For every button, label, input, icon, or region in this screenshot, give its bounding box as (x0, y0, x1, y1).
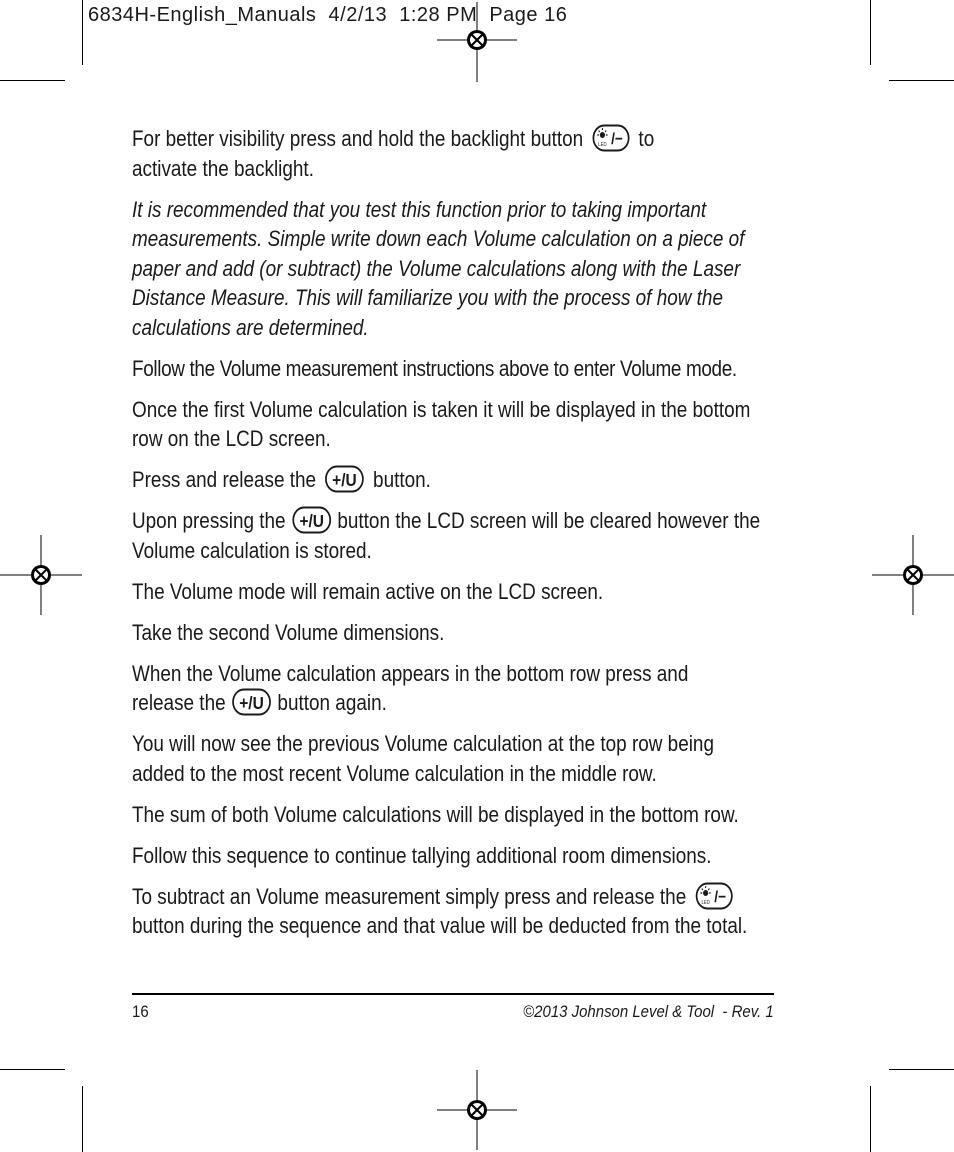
registration-mark-icon (0, 535, 82, 615)
svg-text:+/U: +/U (239, 692, 264, 714)
svg-text:/−: /− (713, 887, 726, 906)
first-volume-paragraph: Once the first Volume calculation is taken it will be displayed in the bottom row on the LCD screen. (132, 396, 751, 451)
second-dimensions-paragraph: Take the second Volume dimensions. (132, 619, 445, 645)
manual-body (132, 124, 777, 952)
test-recommendation-paragraph: It is recommended that you test this function prior to taking important measurements. Simple write down each Volume calculation on a piece of paper and add (or subtract) the Volume calculations along with the Laser Distance Measure. This will familiarize you with the process of how the calculations are determined. (132, 196, 745, 340)
crop-mark (870, 0, 871, 65)
plus-unit-button-icon (325, 465, 365, 493)
subtract-paragraph: To subtract an Volume measurement simply press and release the LED /− button during the sequence and that value will be deducted from the total. (132, 883, 748, 938)
plus-unit-button-icon (232, 688, 272, 716)
registration-mark-icon (437, 2, 517, 82)
backlight-minus-button-icon (592, 124, 630, 152)
registration-mark-icon (437, 1070, 517, 1150)
backlight-minus-button-icon (695, 882, 733, 910)
bottom-row-paragraph: When the Volume calculation appears in the bottom row press and release the +/U button again. (132, 660, 689, 715)
print-slug: 6834H-English_Manuals 4/2/13 1:28 PM Page 16 (88, 4, 568, 26)
crop-mark (889, 1069, 954, 1070)
upon-pressing-paragraph: Upon pressing the +/U button the LCD screen will be cleared however the Volume calculation is stored. (132, 508, 761, 563)
press-release-paragraph: Press and release the +/U button. (132, 467, 431, 492)
page-number: 16 (132, 1002, 149, 1021)
sum-paragraph: The sum of both Volume calculations will be displayed in the bottom row. (132, 801, 739, 827)
svg-text:/−: /− (610, 130, 623, 149)
crop-mark (889, 80, 954, 81)
crop-mark (82, 1086, 83, 1152)
mode-active-paragraph: The Volume mode will remain active on the LCD screen. (132, 578, 604, 604)
copyright-notice: ©2013 Johnson Level & Tool - Rev. 1 (523, 1002, 774, 1021)
svg-text:LED: LED (598, 141, 607, 148)
svg-text:+/U: +/U (299, 510, 324, 532)
volume-mode-paragraph: Follow the Volume measurement instructions above to enter Volume mode. (132, 355, 737, 381)
registration-mark-icon (872, 535, 954, 615)
previous-calculation-paragraph: You will now see the previous Volume calculation at the top row being added to the most recent Volume calculation in the middle row. (132, 731, 714, 786)
backlight-paragraph: For better visibility press and hold the backlight button LED /− to activate the backlight. (132, 126, 655, 181)
tally-paragraph: Follow this sequence to continue tallying additional room dimensions. (132, 842, 712, 868)
crop-mark (870, 1086, 871, 1152)
plus-unit-button-icon (292, 506, 332, 534)
footer-rule (132, 993, 774, 995)
svg-text:+/U: +/U (332, 469, 357, 491)
svg-text:LED: LED (701, 899, 710, 905)
crop-mark (0, 1069, 65, 1070)
crop-mark (0, 80, 65, 81)
crop-mark (82, 0, 83, 65)
